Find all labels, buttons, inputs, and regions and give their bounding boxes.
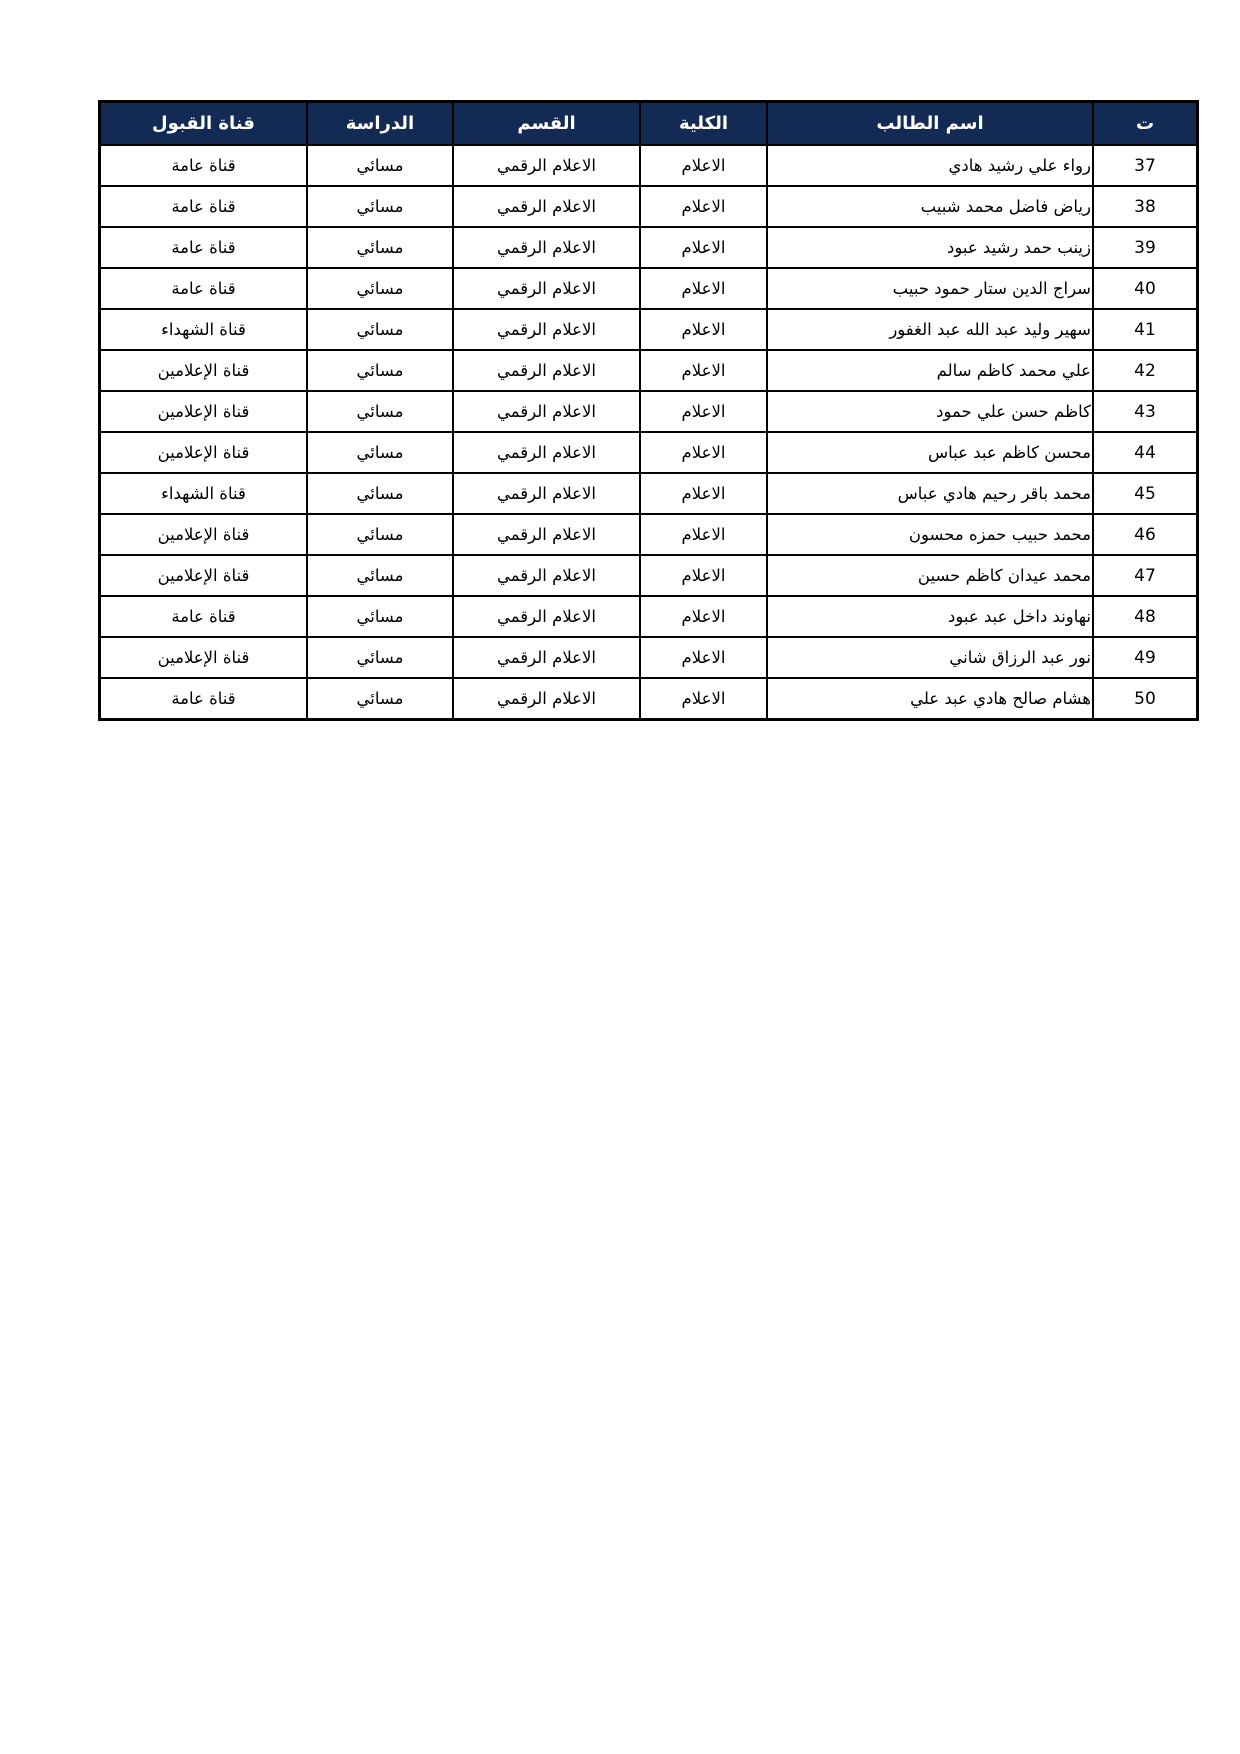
table-row	[100, 637, 1198, 678]
cell-college: الاعلام	[640, 391, 767, 432]
students-table	[98, 100, 1199, 721]
cell-name: محمد عيدان كاظم حسين	[767, 555, 1093, 596]
cell-college: الاعلام	[640, 678, 767, 720]
cell-college: الاعلام	[640, 309, 767, 350]
cell-college: الاعلام	[640, 432, 767, 473]
table-row	[100, 227, 1198, 268]
cell-index: 47	[1093, 555, 1198, 596]
table-row	[100, 596, 1198, 637]
cell-department: الاعلام الرقمي	[453, 391, 640, 432]
cell-department: الاعلام الرقمي	[453, 637, 640, 678]
cell-department: الاعلام الرقمي	[453, 514, 640, 555]
cell-index: 37	[1093, 145, 1198, 186]
cell-index: 44	[1093, 432, 1198, 473]
cell-department: الاعلام الرقمي	[453, 309, 640, 350]
cell-channel: قناة الشهداء	[100, 309, 308, 350]
table-row	[100, 473, 1198, 514]
table-body	[100, 145, 1198, 720]
cell-channel: قناة عامة	[100, 145, 308, 186]
cell-department: الاعلام الرقمي	[453, 555, 640, 596]
table-header	[100, 102, 1198, 146]
cell-name: محسن كاظم عبد عباس	[767, 432, 1093, 473]
cell-channel: قناة عامة	[100, 186, 308, 227]
column-header-college: الكلية	[640, 102, 767, 146]
cell-department: الاعلام الرقمي	[453, 268, 640, 309]
cell-study: مسائي	[307, 350, 453, 391]
cell-channel: قناة الإعلامين	[100, 391, 308, 432]
cell-department: الاعلام الرقمي	[453, 432, 640, 473]
table-row	[100, 678, 1198, 720]
column-header-index: ت	[1093, 102, 1198, 146]
cell-name: سهير وليد عبد الله عبد الغفور	[767, 309, 1093, 350]
cell-study: مسائي	[307, 268, 453, 309]
table-row	[100, 186, 1198, 227]
column-header-channel: قناة القبول	[100, 102, 308, 146]
table-row	[100, 391, 1198, 432]
cell-department: الاعلام الرقمي	[453, 227, 640, 268]
cell-name: رياض فاضل محمد شبيب	[767, 186, 1093, 227]
table-row	[100, 145, 1198, 186]
table-row	[100, 514, 1198, 555]
cell-college: الاعلام	[640, 514, 767, 555]
cell-study: مسائي	[307, 432, 453, 473]
cell-college: الاعلام	[640, 227, 767, 268]
cell-index: 48	[1093, 596, 1198, 637]
cell-study: مسائي	[307, 514, 453, 555]
cell-name: محمد باقر رحيم هادي عباس	[767, 473, 1093, 514]
cell-index: 42	[1093, 350, 1198, 391]
cell-department: الاعلام الرقمي	[453, 678, 640, 720]
cell-channel: قناة عامة	[100, 227, 308, 268]
table-row	[100, 350, 1198, 391]
cell-channel: قناة الإعلامين	[100, 432, 308, 473]
cell-college: الاعلام	[640, 473, 767, 514]
cell-department: الاعلام الرقمي	[453, 473, 640, 514]
table-row	[100, 432, 1198, 473]
cell-channel: قناة الإعلامين	[100, 514, 308, 555]
cell-name: زينب حمد رشيد عبود	[767, 227, 1093, 268]
cell-index: 45	[1093, 473, 1198, 514]
cell-channel: قناة الإعلامين	[100, 350, 308, 391]
cell-channel: قناة عامة	[100, 596, 308, 637]
cell-name: رواء علي رشيد هادي	[767, 145, 1093, 186]
table-row	[100, 268, 1198, 309]
cell-name: كاظم حسن علي حمود	[767, 391, 1093, 432]
cell-name: نهاوند داخل عبد عبود	[767, 596, 1093, 637]
cell-index: 39	[1093, 227, 1198, 268]
cell-name: محمد حبيب حمزه محسون	[767, 514, 1093, 555]
column-header-name: اسم الطالب	[767, 102, 1093, 146]
cell-study: مسائي	[307, 473, 453, 514]
cell-channel: قناة عامة	[100, 678, 308, 720]
cell-college: الاعلام	[640, 637, 767, 678]
cell-college: الاعلام	[640, 596, 767, 637]
table-row	[100, 555, 1198, 596]
cell-study: مسائي	[307, 186, 453, 227]
cell-index: 49	[1093, 637, 1198, 678]
cell-study: مسائي	[307, 309, 453, 350]
cell-college: الاعلام	[640, 555, 767, 596]
cell-index: 38	[1093, 186, 1198, 227]
cell-department: الاعلام الرقمي	[453, 596, 640, 637]
cell-channel: قناة الشهداء	[100, 473, 308, 514]
cell-department: الاعلام الرقمي	[453, 350, 640, 391]
cell-study: مسائي	[307, 391, 453, 432]
cell-study: مسائي	[307, 637, 453, 678]
cell-study: مسائي	[307, 227, 453, 268]
cell-name: علي محمد كاظم سالم	[767, 350, 1093, 391]
cell-college: الاعلام	[640, 350, 767, 391]
cell-channel: قناة الإعلامين	[100, 555, 308, 596]
cell-name: نور عبد الرزاق شاني	[767, 637, 1093, 678]
cell-department: الاعلام الرقمي	[453, 145, 640, 186]
column-header-department: القسم	[453, 102, 640, 146]
table-header-row	[100, 102, 1198, 146]
column-header-study: الدراسة	[307, 102, 453, 146]
cell-college: الاعلام	[640, 268, 767, 309]
cell-study: مسائي	[307, 596, 453, 637]
cell-channel: قناة عامة	[100, 268, 308, 309]
cell-index: 41	[1093, 309, 1198, 350]
cell-index: 46	[1093, 514, 1198, 555]
cell-study: مسائي	[307, 555, 453, 596]
cell-study: مسائي	[307, 678, 453, 720]
table-row	[100, 309, 1198, 350]
cell-index: 40	[1093, 268, 1198, 309]
cell-college: الاعلام	[640, 145, 767, 186]
cell-channel: قناة الإعلامين	[100, 637, 308, 678]
cell-name: سراج الدين ستار حمود حبيب	[767, 268, 1093, 309]
cell-study: مسائي	[307, 145, 453, 186]
cell-index: 43	[1093, 391, 1198, 432]
cell-department: الاعلام الرقمي	[453, 186, 640, 227]
cell-name: هشام صالح هادي عبد علي	[767, 678, 1093, 720]
cell-index: 50	[1093, 678, 1198, 720]
cell-college: الاعلام	[640, 186, 767, 227]
